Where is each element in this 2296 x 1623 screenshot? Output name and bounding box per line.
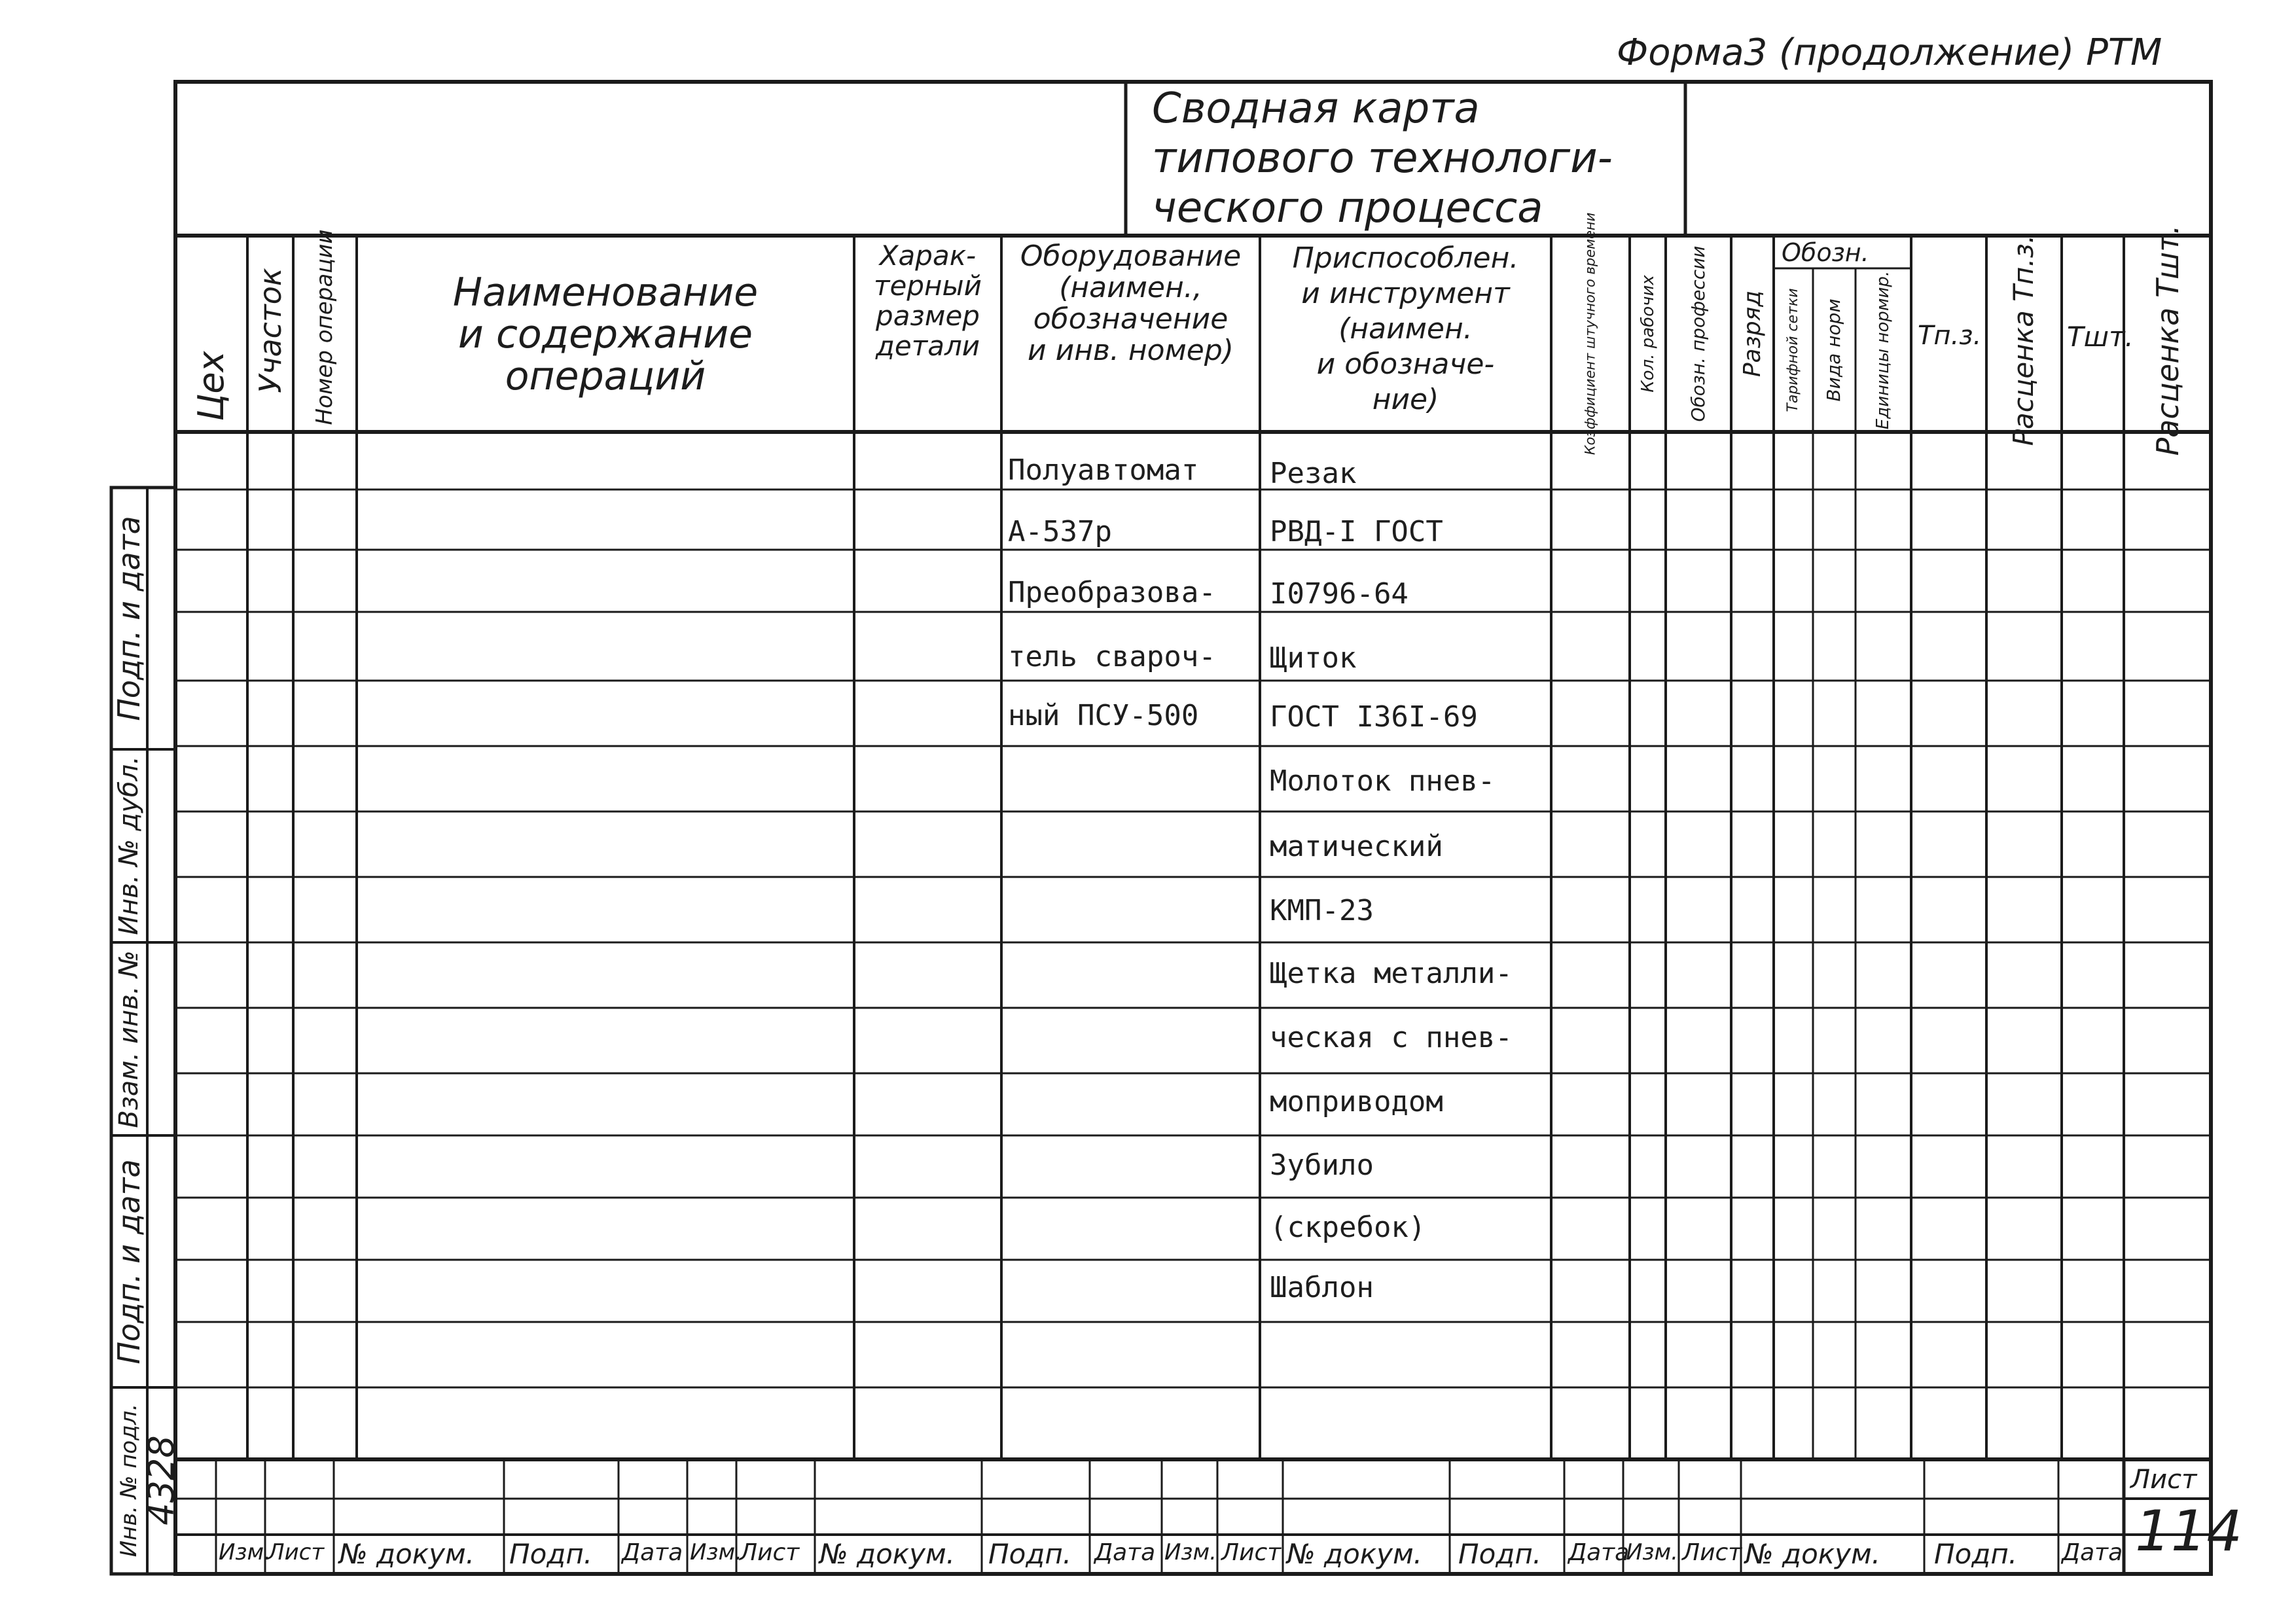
header-tsht: Тшт. <box>2067 321 2134 353</box>
tool-entry: ГОСТ I36I-69 <box>1270 700 1478 734</box>
header-section: Участок <box>253 268 288 393</box>
header-char-size-line-2: терный <box>874 270 982 302</box>
header-oboz: Обозн. <box>1782 238 1869 267</box>
stamp-data: Дата <box>1094 1539 1156 1566</box>
header-tools-line-5: ние) <box>1372 383 1439 416</box>
document-title <box>1152 84 1613 233</box>
stamp-no-dokum: № докум. <box>1745 1538 1881 1570</box>
header-char-size-line-4: детали <box>875 330 980 362</box>
stamp-podp: Подп. <box>509 1538 593 1570</box>
tool-entry: моприводом <box>1270 1085 1443 1118</box>
header-shop: Цех <box>190 351 232 421</box>
equipment-entry: Полуавтомат <box>1008 454 1199 487</box>
stamp-podp: Подп. <box>988 1538 1072 1570</box>
tool-entry: ческая с пнев- <box>1270 1021 1513 1054</box>
side-inv-podl: Инв. № подл. <box>116 1403 142 1558</box>
header-op-name-line-3: операций <box>505 353 706 399</box>
equipment-entry: ный ПСУ-500 <box>1008 699 1199 732</box>
title-line-3: ческого процесса <box>1152 184 1543 232</box>
stamp-data: Дата <box>622 1539 683 1566</box>
stamp-sheet-number: 114 <box>2135 1499 2243 1564</box>
stamp-data: Дата <box>1568 1539 1630 1566</box>
header-op-number: Номер операции <box>312 229 338 425</box>
stamp-sheet-label: Лист <box>2130 1465 2197 1495</box>
header-tools-line-1: Приспособлен. <box>1292 241 1519 275</box>
tool-entry: I0796-64 <box>1270 577 1408 611</box>
tool-entry: Резак <box>1270 457 1357 490</box>
header-norm-unit: Единицы нормир. <box>1873 270 1893 430</box>
stamp-izm: Изм. <box>1164 1539 1217 1565</box>
tool-entry: Шаблон <box>1270 1271 1374 1304</box>
tool-entry: Щетка металли- <box>1270 957 1513 990</box>
header-rate-tpz: Расценка Тп.з. <box>2007 234 2039 446</box>
title-line-2: типового технологи- <box>1152 134 1613 183</box>
stamp-list: Лист <box>740 1539 800 1566</box>
header-equipment-line-3: обозначение <box>1033 302 1229 336</box>
header-equipment-line-4: и инв. номер) <box>1028 334 1234 367</box>
equipment-entry: А-537р <box>1008 515 1112 548</box>
header-equipment-line-1: Оборудование <box>1020 240 1242 273</box>
side-podp-data-1: Подп. и дата <box>111 516 147 721</box>
stamp-data: Дата <box>2062 1539 2123 1566</box>
header-op-name-line-2: и содержание <box>457 312 753 357</box>
header-tariff: Тарифной сетки <box>1785 288 1801 412</box>
header-char-size-line-3: размер <box>876 300 980 332</box>
header-char-size <box>854 241 1001 361</box>
stamp-izm: Изм. <box>690 1539 742 1565</box>
stamp-podp: Подп. <box>1458 1538 1542 1570</box>
header-tools-line-4: и обозначе- <box>1316 348 1495 381</box>
header-op-name-line-1: Наименование <box>452 270 759 315</box>
tool-entry: матический <box>1270 830 1443 863</box>
header-equipment <box>1001 241 1260 366</box>
stamp-no-dokum: № докум. <box>1287 1538 1423 1570</box>
header-tools-line-3: (наимен. <box>1338 312 1473 346</box>
stamp-podp: Подп. <box>1934 1538 2018 1570</box>
header-op-name <box>357 272 854 397</box>
header-norm-kind: Вида норм <box>1823 298 1844 402</box>
stamp-no-dokum: № докум. <box>819 1538 956 1570</box>
stamp-izm: Изм. <box>1626 1539 1678 1565</box>
header-workers: Кол. рабочих <box>1638 275 1658 393</box>
header-tpz: Тп.з. <box>1918 321 1982 351</box>
tool-entry: Щиток <box>1270 641 1357 675</box>
stamp-list: Лист <box>1221 1539 1282 1566</box>
side-inv-number: 4328 <box>141 1435 182 1525</box>
title-line-1: Сводная карта <box>1152 84 1480 133</box>
equipment-entry: Преобразова- <box>1008 576 1216 609</box>
header-grade: Разряд <box>1739 290 1766 378</box>
form-label: Форма3 (продолжение) РТМ <box>1617 31 2162 74</box>
equipment-entry: тель свароч- <box>1008 640 1216 673</box>
stamp-list: Лист <box>1682 1539 1742 1566</box>
header-coef: Коэффициент штучного времени <box>1582 212 1598 455</box>
tool-entry: (скребок) <box>1270 1211 1426 1244</box>
header-equipment-line-2: (наимен., <box>1059 271 1202 304</box>
stamp-izm: Изм. <box>219 1539 271 1565</box>
header-tools <box>1260 241 1551 418</box>
tool-entry: РВД-I ГОСТ <box>1270 515 1443 548</box>
header-tools-line-2: и инструмент <box>1301 277 1510 310</box>
tool-entry: КМП-23 <box>1270 894 1374 927</box>
tool-entry: Зубило <box>1270 1149 1374 1182</box>
side-inv-dubl: Инв. № дубл. <box>114 756 144 935</box>
header-profession: Обозн. профессии <box>1687 245 1709 422</box>
stamp-no-dokum: № докум. <box>339 1538 475 1570</box>
side-vzam-inv: Взам. инв. № <box>114 950 144 1128</box>
side-podp-data-2: Подп. и дата <box>111 1159 147 1364</box>
stamp-list: Лист <box>268 1539 325 1565</box>
header-char-size-line-1: Харак- <box>879 240 977 272</box>
header-rate-tsht: Расценка Тшт. <box>2150 224 2185 456</box>
tool-entry: Молоток пнев- <box>1270 764 1496 798</box>
